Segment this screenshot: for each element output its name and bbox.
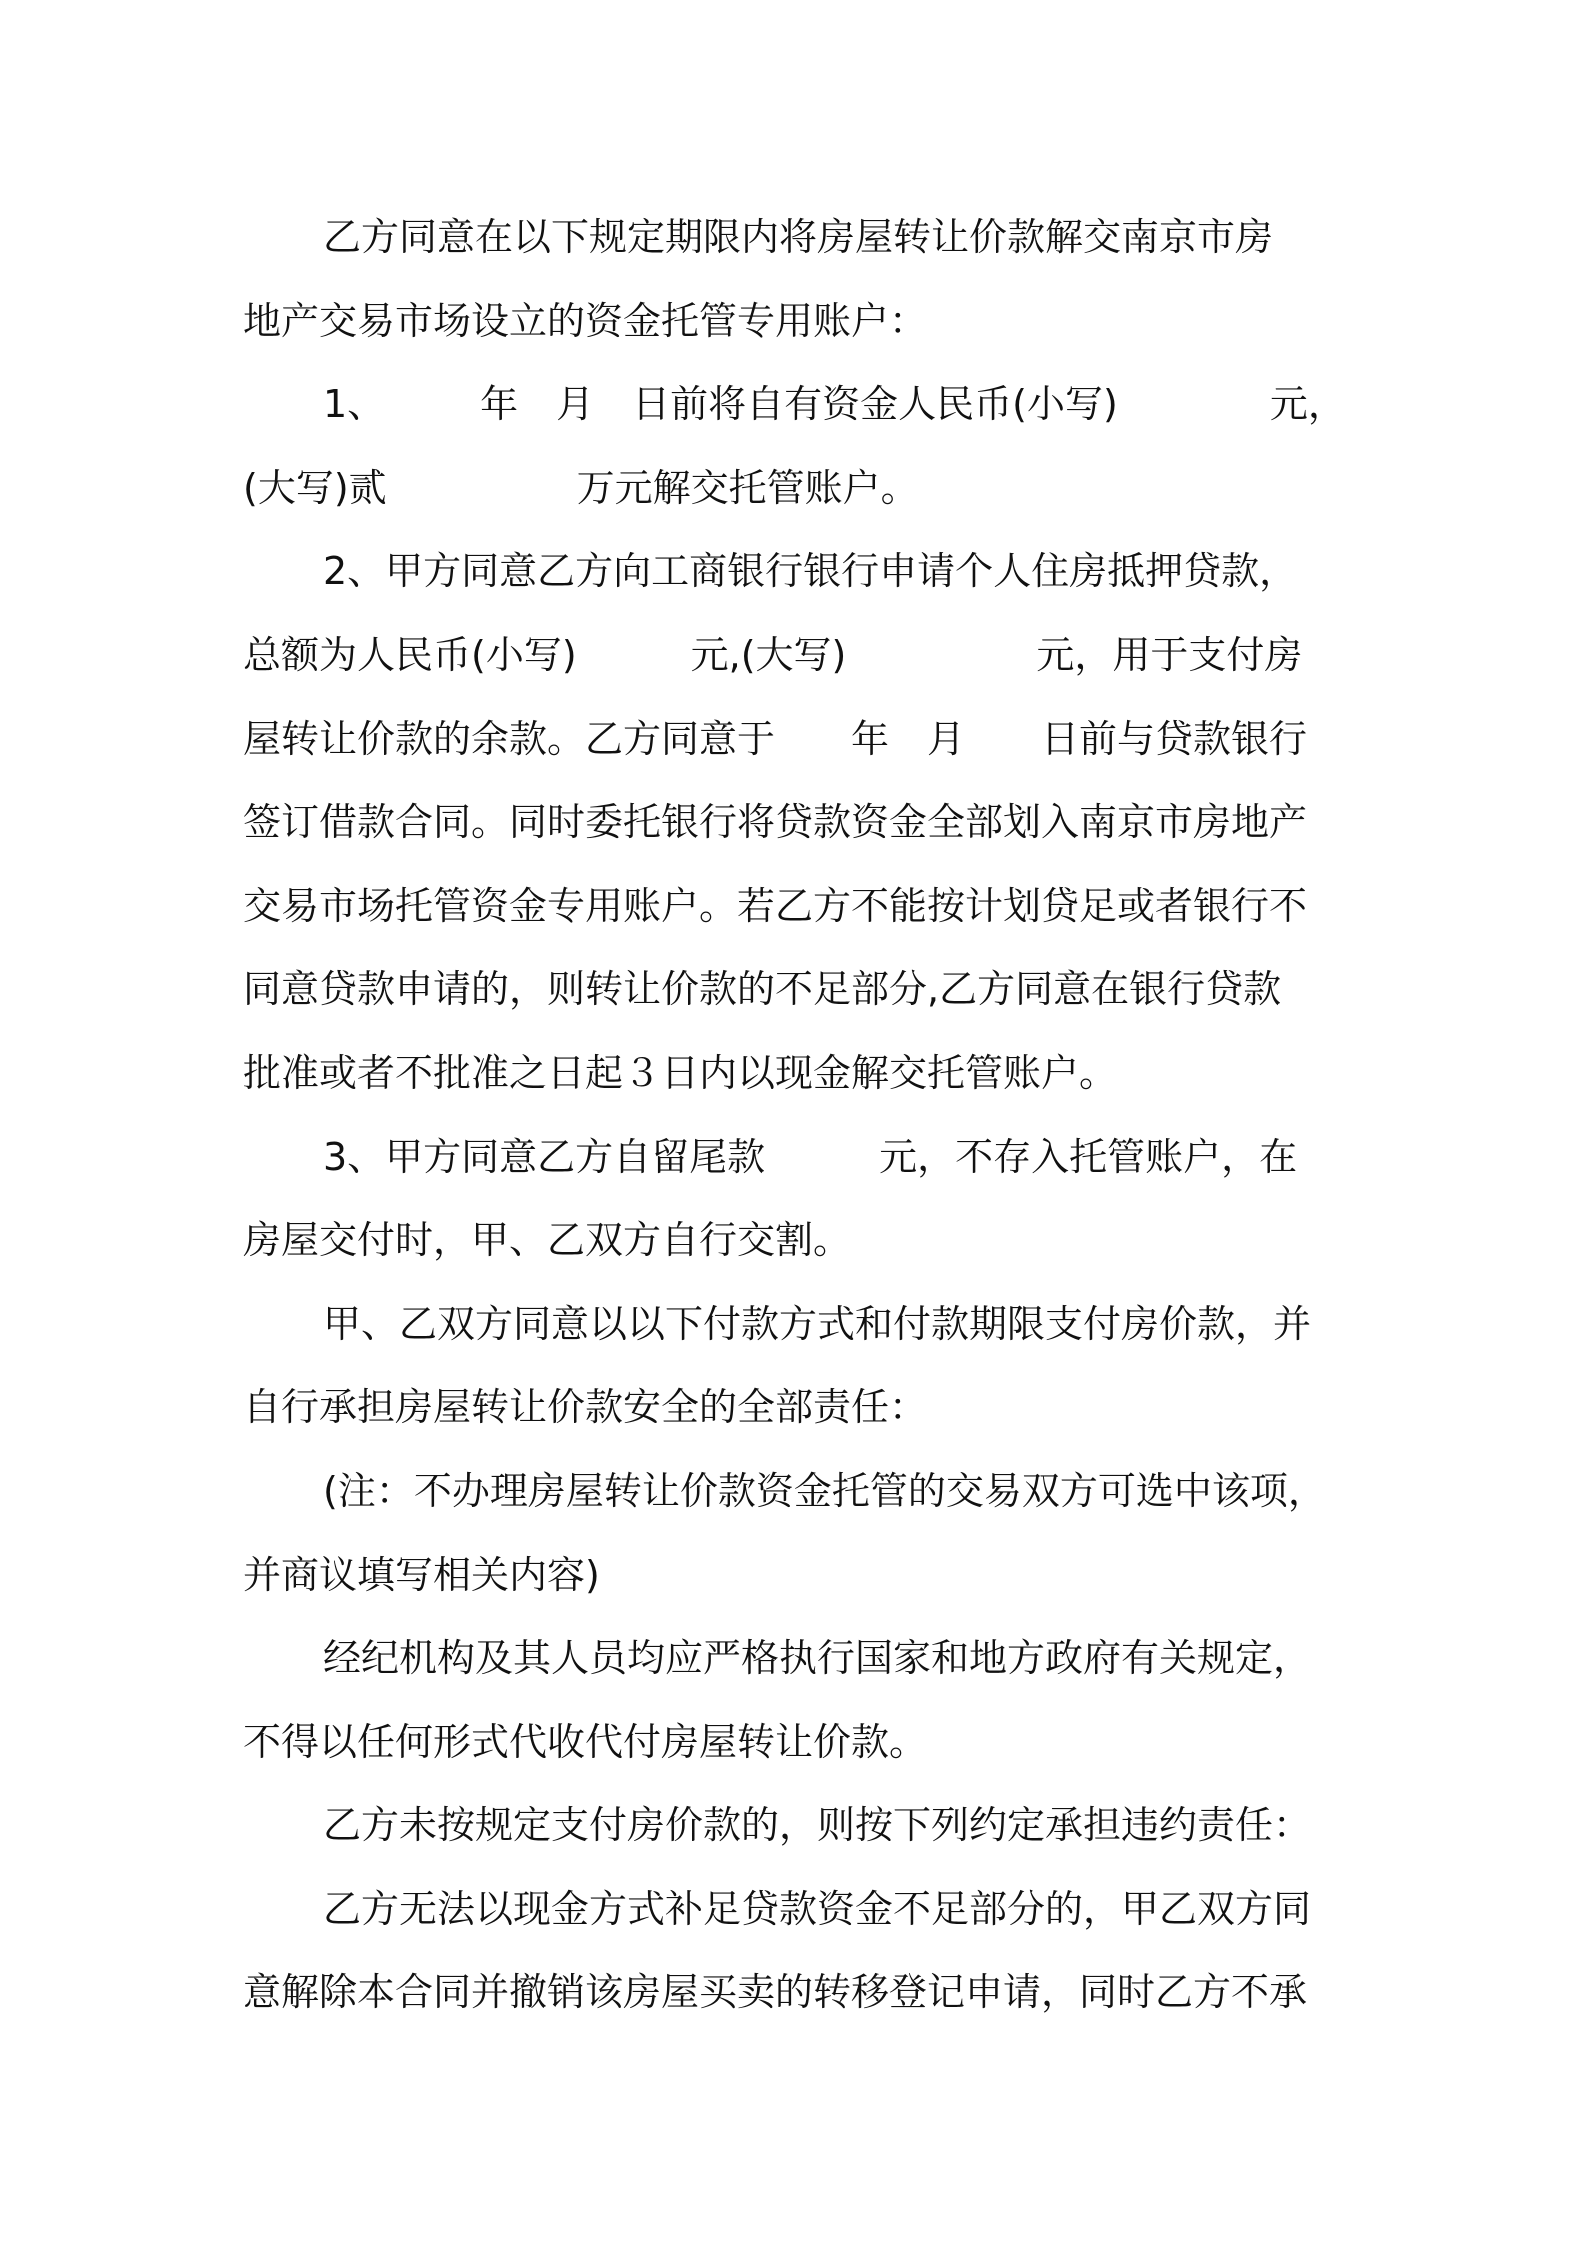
text-line: 意解除本合同并撤销该房屋买卖的转移登记申请，同时乙方不承 [243,1970,1308,2015]
text-line: 3、甲方同意乙方自留尾款 元，不存入托管账户，在 [323,1134,1298,1179]
text-line: (大写)贰 万元解交托管账户。 [243,465,919,510]
text-line: 批准或者不批准之日起３日内以现金解交托管账户。 [243,1050,1118,1095]
text-line: 经纪机构及其人员均应严格执行国家和地方政府有关规定， [323,1636,1312,1681]
text-line: 甲、乙双方同意以以下付款方式和付款期限支付房价款，并 [323,1301,1312,1346]
text-line: 屋转让价款的余款。乙方同意于 年 月 日前与贷款银行 [243,716,1308,761]
contract-text [243,196,1353,2035]
text-line: 2、甲方同意乙方向工商银行银行申请个人住房抵押贷款， [323,549,1298,594]
text-line: 房屋交付时，甲、乙双方自行交割。 [243,1218,852,1263]
text-line: (注：不办理房屋转让价款资金托管的交易双方可选中该项， [323,1468,1326,1513]
text-line: 总额为人民币(小写) 元,(大写) 元，用于支付房 [243,632,1303,677]
text-line: 乙方无法以现金方式补足贷款资金不足部分的，甲乙双方同 [323,1886,1312,1931]
text-line: 不得以任何形式代收代付房屋转让价款。 [243,1719,928,1764]
text-line: 1、 年 月 日前将自有资金人民币(小写) 元， [323,382,1346,427]
text-line: 并商议填写相关内容) [243,1552,600,1597]
text-line: 签订借款合同。同时委托银行将贷款资金全部划入南京市房地产 [243,800,1308,845]
text-line: 乙方未按规定支付房价款的，则按下列约定承担违约责任： [323,1803,1312,1848]
text-line: 自行承担房屋转让价款安全的全部责任： [243,1385,928,1430]
text-line: 交易市场托管资金专用账户。若乙方不能按计划贷足或者银行不 [243,883,1308,928]
text-line: 同意贷款申请的，则转让价款的不足部分,乙方同意在银行贷款 [243,967,1282,1012]
text-line: 地产交易市场设立的资金托管专用账户： [243,298,928,343]
text-line: 乙方同意在以下规定期限内将房屋转让价款解交南京市房 [323,215,1274,259]
